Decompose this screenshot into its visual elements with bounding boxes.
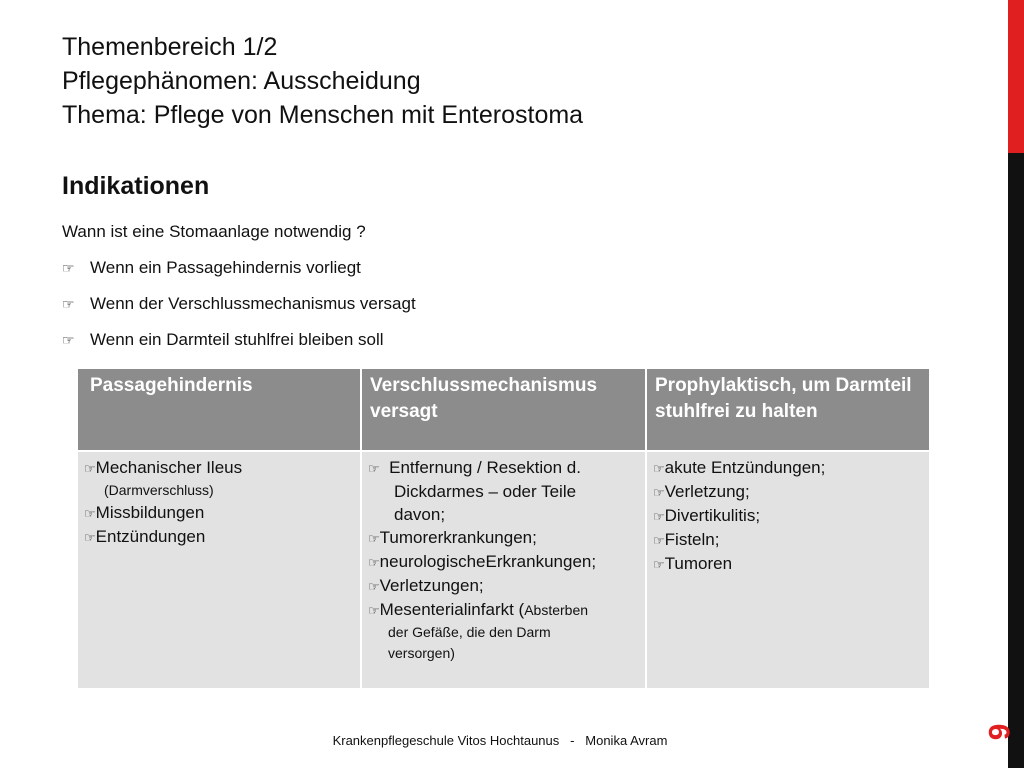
list-item: Mechanischer Ileus	[95, 458, 243, 477]
table-row	[77, 451, 930, 689]
list-item: Entfernung / Resektion d.	[389, 458, 581, 477]
indication-list	[62, 258, 416, 366]
table-header-row	[77, 368, 930, 451]
indication-item	[62, 258, 416, 294]
list-item-note: (Darmverschluss)	[104, 482, 214, 498]
list-item: Mesenterialinfarkt (	[379, 600, 525, 619]
hand-icon: ☞	[84, 461, 96, 476]
hand-icon: ☞	[653, 509, 665, 524]
title-line-3: Thema: Pflege von Menschen mit Enterostoma	[62, 101, 584, 129]
hand-icon: ☞	[653, 461, 665, 476]
cell-passagehindernis	[77, 451, 361, 689]
hand-icon: ☞	[368, 555, 380, 570]
slide-title	[62, 30, 583, 132]
list-item: Verletzungen;	[379, 576, 484, 595]
list-item: Divertikulitis;	[664, 506, 761, 525]
list-item-note: versorgen)	[388, 645, 455, 661]
hand-icon: ☞	[653, 485, 665, 500]
page-number: 6	[982, 723, 1015, 741]
indication-text: Wenn ein Darmteil stuhlfrei bleiben soll	[90, 330, 384, 349]
pointing-hand-icon: ☞	[62, 332, 75, 348]
indication-text: Wenn ein Passagehindernis vorliegt	[90, 258, 361, 277]
list-item: Tumoren	[664, 554, 733, 573]
side-accent-black	[1008, 153, 1024, 768]
list-item: neurologischeErkrankungen;	[379, 552, 597, 571]
hand-icon: ☞	[368, 603, 380, 618]
list-item: Missbildungen	[95, 503, 205, 522]
section-heading: Indikationen	[62, 172, 210, 200]
indication-text: Wenn der Verschlussmechanismus versagt	[90, 294, 416, 313]
list-item-note: Absterben	[524, 602, 589, 618]
list-item: Verletzung;	[664, 482, 750, 501]
hand-icon: ☞	[368, 461, 380, 476]
header-prophylaktisch: Prophylaktisch, um Darmteil stuhlfrei zu halten	[646, 368, 930, 451]
hand-icon: ☞	[368, 579, 380, 594]
footer-text: Krankenpflegeschule Vitos Hochtaunus - Monika Avram	[332, 733, 668, 748]
title-line-1: Themenbereich 1/2	[62, 33, 278, 61]
cell-prophylaktisch	[646, 451, 930, 689]
hand-icon: ☞	[368, 531, 380, 546]
indications-table	[76, 367, 931, 690]
pointing-hand-icon: ☞	[62, 260, 75, 276]
side-accent-red	[1008, 0, 1024, 153]
list-item: Entzündungen	[95, 527, 206, 546]
cell-verschlussmechanismus	[361, 451, 646, 689]
indication-item	[62, 294, 416, 330]
list-item: Fisteln;	[664, 530, 720, 549]
list-item-continued: davon;	[394, 505, 446, 524]
list-item: Tumorerkrankungen;	[379, 528, 537, 547]
list-item: akute Entzündungen;	[664, 458, 826, 477]
header-passagehindernis: Passagehindernis	[77, 368, 361, 451]
hand-icon: ☞	[84, 506, 96, 521]
hand-icon: ☞	[653, 557, 665, 572]
header-verschlussmechanismus: Verschlussmechanismus versagt	[361, 368, 646, 451]
hand-icon: ☞	[653, 533, 665, 548]
hand-icon: ☞	[84, 530, 96, 545]
list-item-note: der Gefäße, die den Darm	[388, 624, 551, 640]
list-item-continued: Dickdarmes – oder Teile	[394, 482, 577, 501]
pointing-hand-icon: ☞	[62, 296, 75, 312]
indication-item	[62, 330, 416, 366]
title-line-2: Pflegephänomen: Ausscheidung	[62, 67, 421, 95]
section-question: Wann ist eine Stomaanlage notwendig ?	[62, 222, 366, 241]
